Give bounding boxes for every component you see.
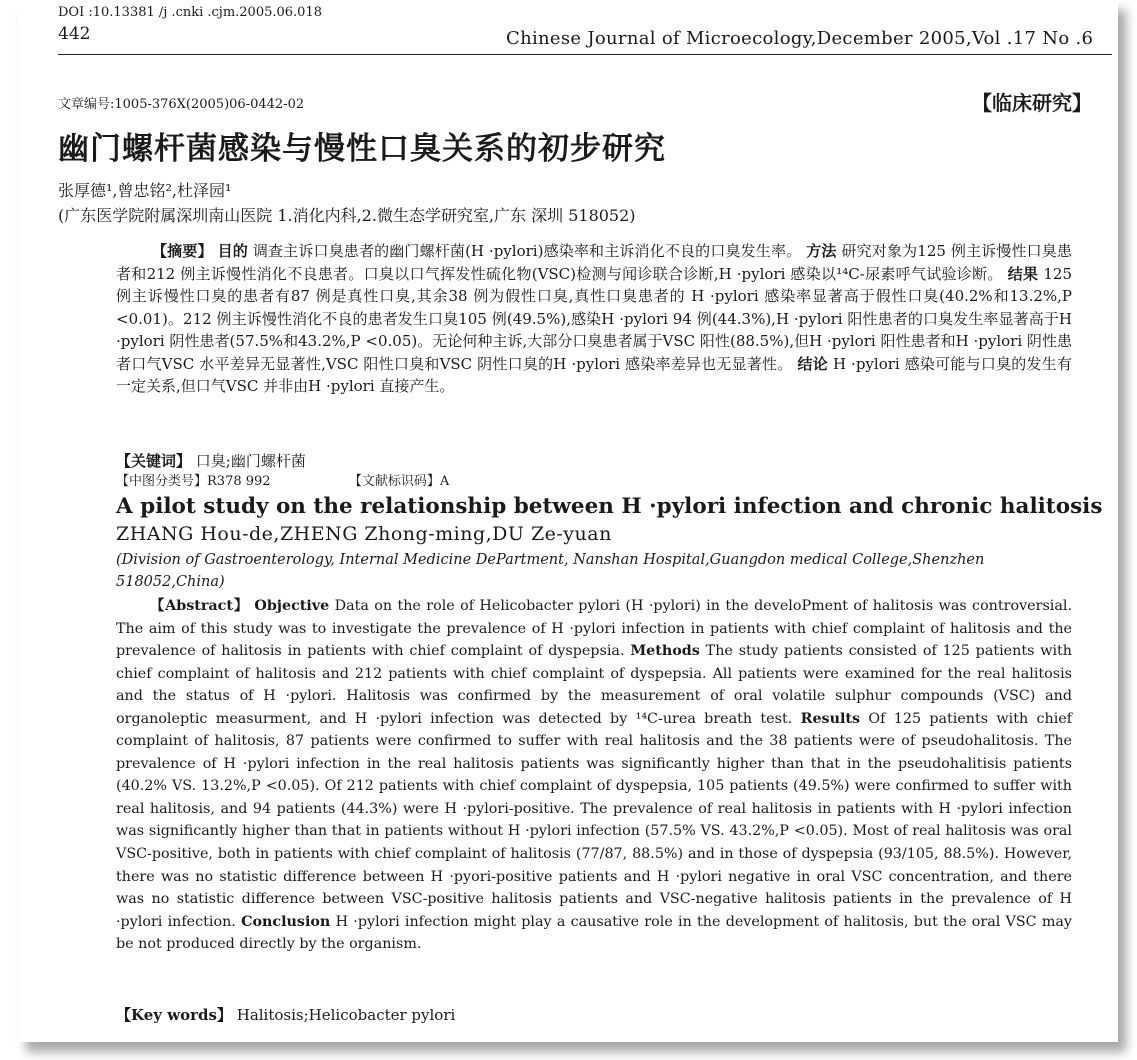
cn-abstract-label: 【摘要】: [152, 242, 213, 260]
en-objective-label: Objective: [254, 598, 330, 614]
en-abstract-label: 【Abstract】: [150, 598, 249, 614]
cn-conclusion-label: 结论: [797, 354, 828, 373]
cn-objective-text: 调查主诉口臭患者的幽门螺杆菌(H ·pylori)感染率和主诉消化不良的口臭发生率。: [252, 242, 802, 260]
en-keywords-text: Halitosis;Helicobacter pylori: [236, 1006, 456, 1024]
cn-class-label: 【中图分类号】: [116, 474, 208, 489]
english-affiliation: (Division of Gastroenterology, Internal Medicine DePartment, Nanshan Hospital,Guangdon medical College,Shenzhen 518052,China): [116, 552, 985, 590]
en-methods-text: The study patients consisted of 125 patients with chief complaint of halitosis and 212 patients with chief complaint of dyspepsia. All patients were examined for the real halitosis and the status of H ·pylori. Halitosis was confirmed by the measurement of oral volatile sulphur compounds (VSC) and organoleptic measurment, and H ·pylori infection was detected by ¹⁴C-urea breath test.: [116, 643, 1073, 727]
cn-class-value: R378 992: [207, 474, 271, 489]
header-rule: [58, 54, 1112, 55]
cn-conclusion-text: H ·pylori 感染可能与口臭的发生有一定关系,但口气VSC 并非由H ·pylori 直接产生。: [116, 354, 1072, 395]
en-keywords-label: 【Key words】: [116, 1006, 232, 1024]
cn-keywords-label: 【关键词】: [116, 452, 192, 470]
cn-results-text: 125 例主诉慢性口臭的患者有87 例是真性口臭,其余38 例为假性口臭,真性口臭患者的 H ·pylori 感染率显著高于假性口臭(40.2%和13.2%,P <0.01)。212 例主诉慢性消化不良的患者发生口臭105 例(49.5%),感染H ·pylori 94 例(44.3%),H ·pylori 阳性患者的口臭发生率显著高于H ·pylori 阴性患者(57.5%和43.2%,P <0.05)。无论何种主诉,大部分口臭患者属于VSC 阳性(88.5%),但H ·pylori 阳性患者和H ·pylori 阴性患者口气VSC 水平差异无显著性,VSC 阳性口臭和VSC 阴性口臭的H ·pylori 感染率差异也无显著性。: [116, 264, 1072, 373]
classification-line: [116, 470, 449, 489]
journal-page: [18, 0, 1118, 1042]
doi-line: DOI :10.13381 /j .cnki .cjm.2005.06.018: [58, 5, 322, 20]
en-methods-label: Methods: [630, 643, 700, 660]
doc-code-value: A: [439, 474, 450, 489]
cn-objective-label: 目的: [217, 242, 248, 260]
doc-code-label: 【文献标识码】: [348, 474, 440, 489]
cn-results-label: 结果: [1007, 264, 1039, 283]
chinese-keywords: [116, 450, 306, 471]
en-conclusion-text: H ·pylori infection might play a causative role in the development of halitosis, but the oral VSC may be not produced directly by the organism.: [116, 913, 1073, 953]
section-tag: 【临床研究】: [972, 91, 1092, 115]
en-results-label: Results: [800, 710, 861, 727]
cn-methods-text: 研究对象为125 例主诉慢性口臭患者和212 例主诉慢性消化不良患者。口臭以口气挥发性硫化物(VSC)检测与闻诊联合诊断,H ·pylori 感染以¹⁴C-尿素呼气试验诊断。: [116, 242, 1072, 283]
chinese-affiliation: (广东医学院附属深圳南山医院 1.消化内科,2.微生态学研究室,广东 深圳 518052): [58, 206, 636, 225]
page-number: 442: [58, 24, 91, 44]
english-keywords: [116, 1004, 455, 1025]
article-number: 文章编号:1005-376X(2005)06-0442-02: [58, 97, 305, 112]
en-results-text: Of 125 patients with chief complaint of halitosis, 87 patients were confirmed to suffer with real halitosis and the 38 patients were of pseudohalitosis. The prevalence of H ·pylori infection in the real halitosis patients was significantly higher than that in the pseudohalitisis patients (40.2% VS. 13.2%,P <0.05). Of 212 patients with chief complaint of dyspepsia, 105 patients (49.5%) were confirmed to suffer with real halitosis, and 94 patients (44.3%) were H ·pylori-positive. The prevalence of real halitosis in patients with H ·pylori infection was significantly higher than that in patients without H ·pylori infection (57.5% VS. 43.2%,P <0.05). Most of real halitosis was oral VSC-positive, both in patients with chief complaint of halitosis (77/87, 88.5%) and in those of dyspepsia (93/105, 88.5%). However, there was no statistic difference between H ·pyori-positive patients and H ·pylori negative in oral VSC concentration, and there was no statistic difference between VSC-positive halitosis patients and VSC-negative halitosis patients in the prevalence of H ·pylori infection.: [116, 710, 1073, 930]
cn-methods-label: 方法: [806, 242, 837, 260]
english-abstract: [116, 595, 1072, 956]
english-title: A pilot study on the relationship between H ·pylori infection and chronic halitosis: [116, 494, 1103, 519]
chinese-abstract: [116, 240, 1072, 398]
en-conclusion-label: Conclusion: [241, 913, 331, 930]
english-authors: ZHANG Hou-de,ZHENG Zhong-ming,DU Ze-yuan: [116, 523, 612, 545]
en-objective-text: Data on the role of Helicobacter pylori (H ·pylori) in the develoPment of halitosis was controversial. The aim of this study was to investigate the prevalence of H ·pylori infection in patients with chief complaint of halitosis and the prevalence of halitosis in patients with chief complaint of dyspepsia.: [116, 598, 1072, 660]
chinese-title: 幽门螺杆菌感染与慢性口臭关系的初步研究: [58, 131, 666, 167]
cn-keywords-text: 口臭;幽门螺杆菌: [195, 452, 306, 470]
chinese-authors: 张厚德¹,曾忠铭²,杜泽园¹: [58, 181, 232, 200]
running-title: Chinese Journal of Microecology,December 2005,Vol .17 No .6: [506, 28, 1094, 49]
